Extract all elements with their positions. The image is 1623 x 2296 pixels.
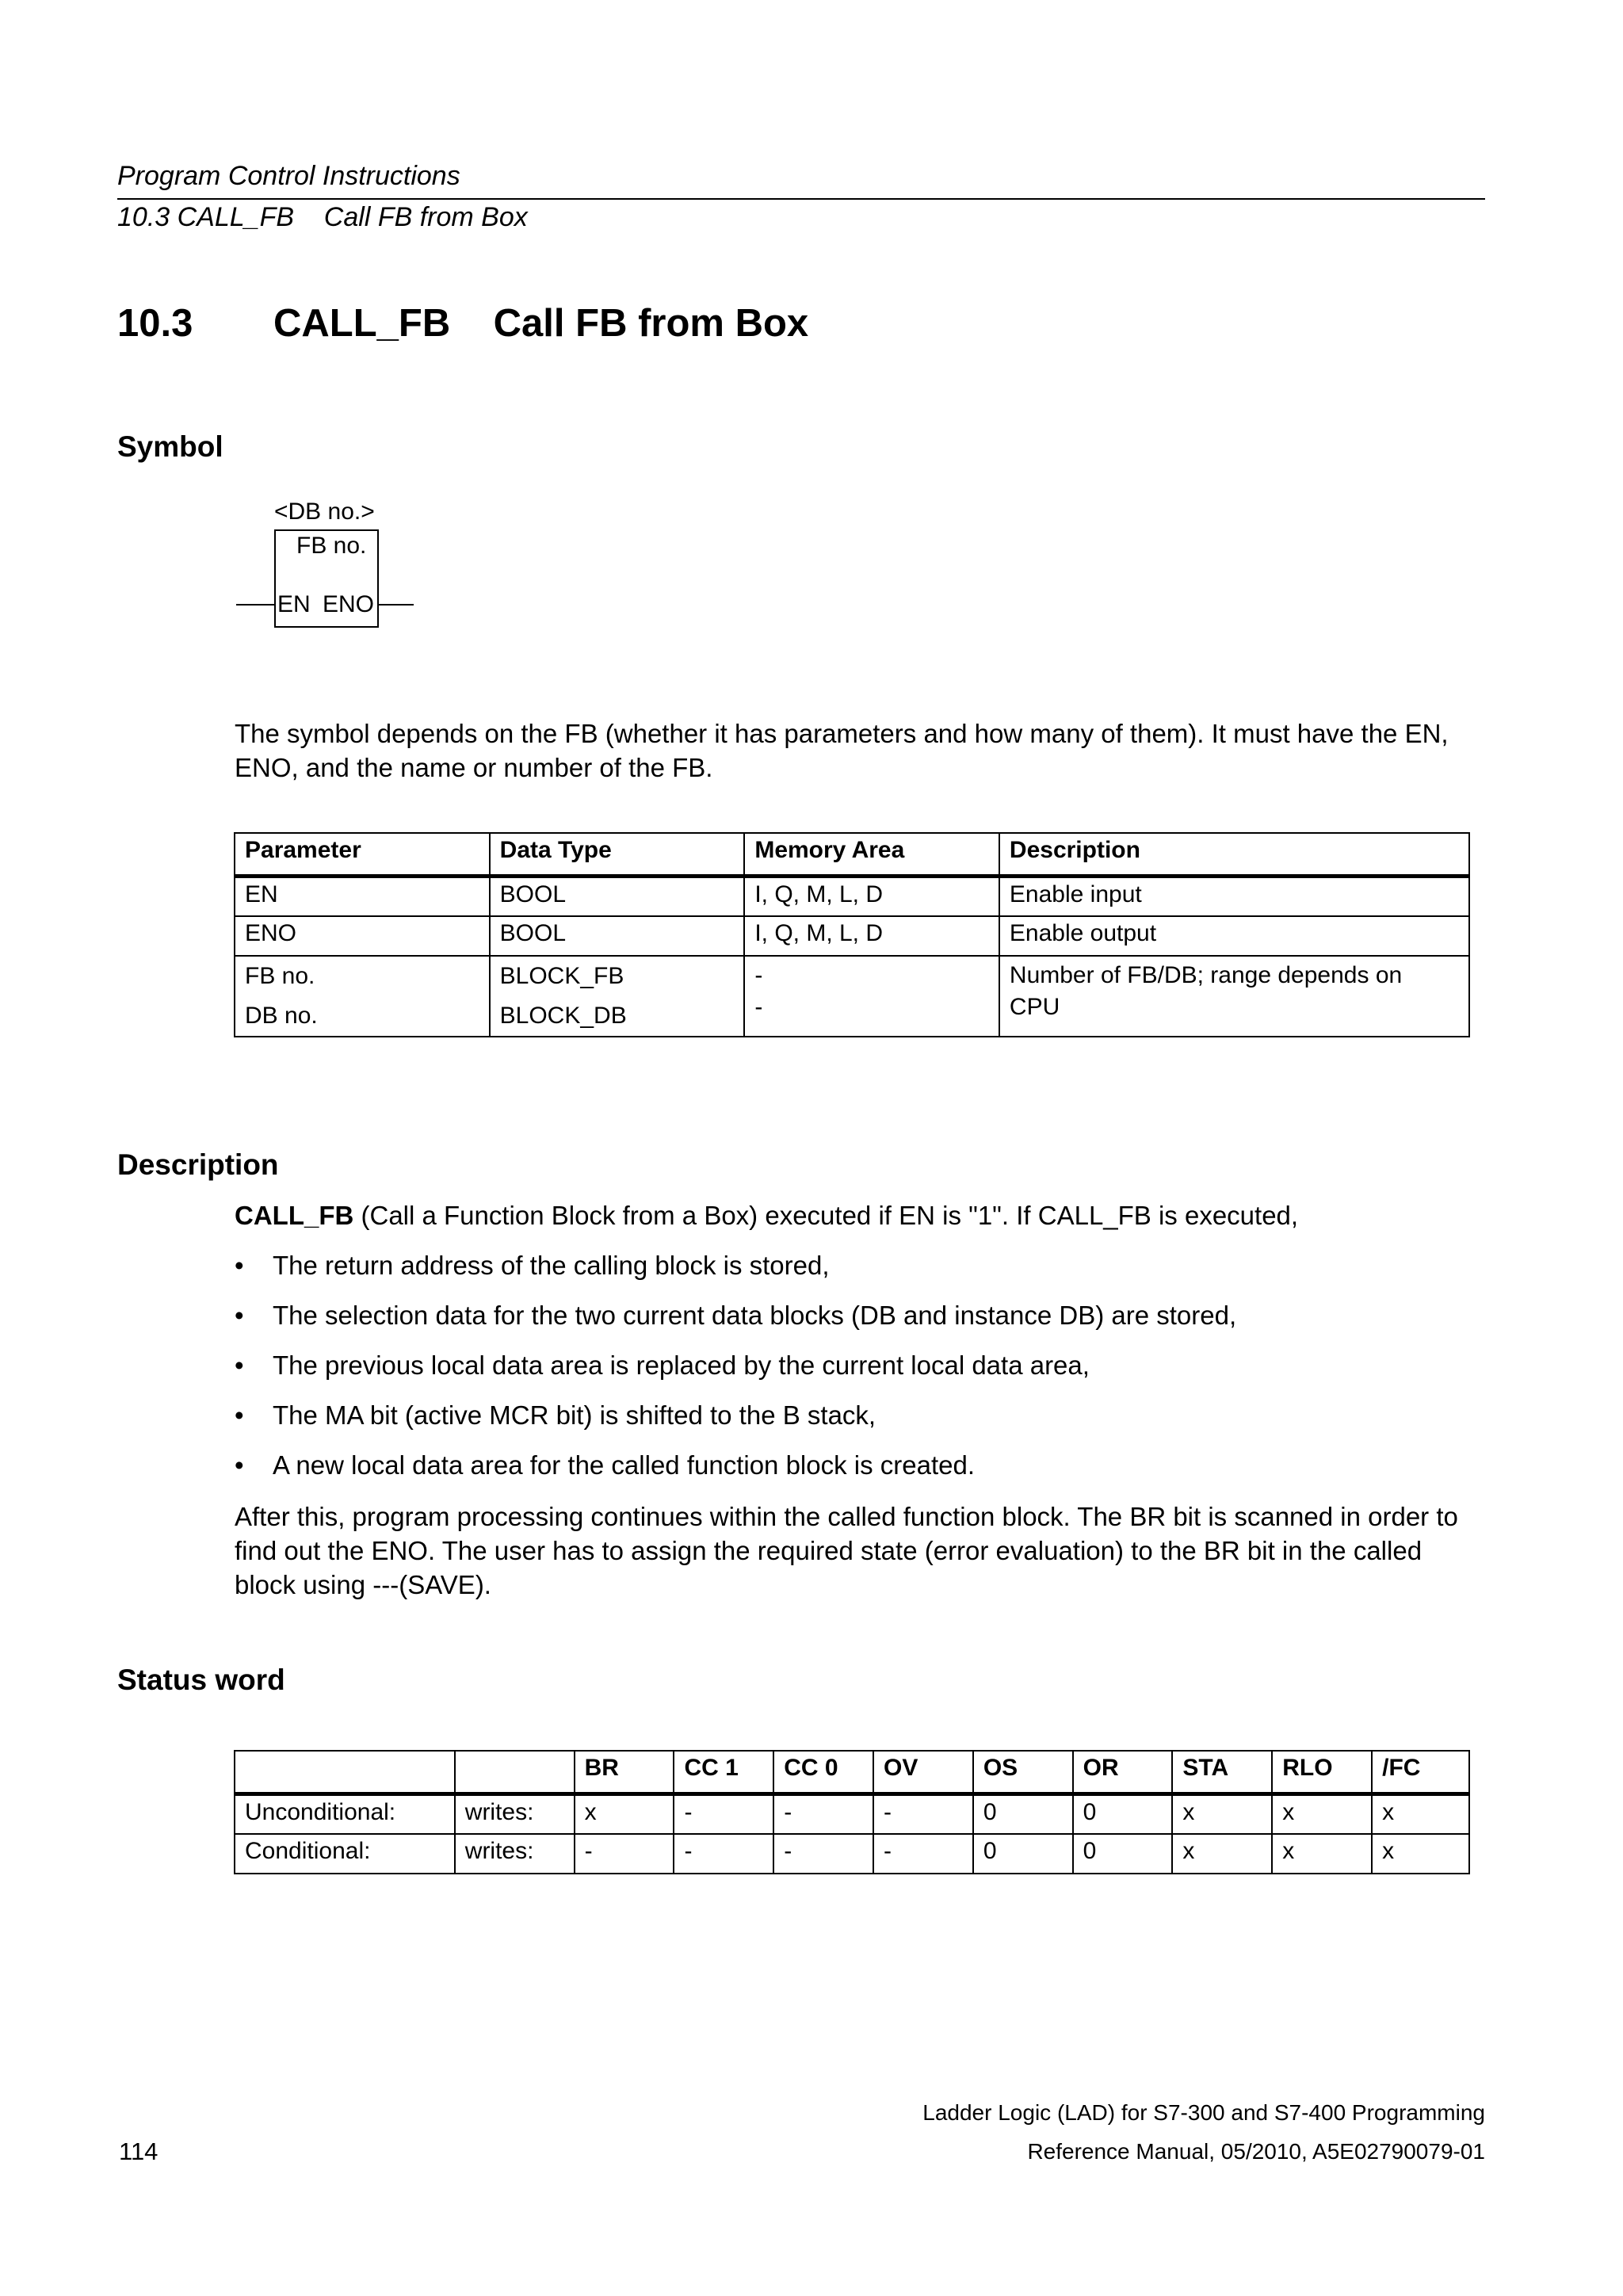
running-header-section: 10.3 CALL_FB Call FB from Box <box>117 202 528 232</box>
status-word-header <box>235 1751 1469 1794</box>
table-cell: 0 <box>1073 1794 1173 1834</box>
manual-title: Ladder Logic (LAD) for S7-300 and S7-400 Programming <box>922 2100 1485 2125</box>
description-intro <box>235 1198 1487 1232</box>
column-header <box>235 1751 455 1794</box>
column-header: /FC <box>1372 1751 1469 1794</box>
table-row <box>235 916 1469 956</box>
cell-line: DB no. <box>245 1003 318 1029</box>
column-header <box>455 1751 575 1794</box>
fb-number-label: FB no. <box>296 533 367 559</box>
description-heading: Description <box>117 1148 279 1181</box>
list-item: • The return address of the calling block is stored, <box>235 1248 1487 1298</box>
column-header: CC 1 <box>674 1751 773 1794</box>
db-number-label: <DB no.> <box>274 499 375 525</box>
table-cell: I, Q, M, L, D <box>744 916 999 956</box>
running-header-chapter: Program Control Instructions <box>117 161 460 191</box>
table-cell: x <box>1372 1834 1469 1874</box>
table-cell: - <box>773 1834 873 1874</box>
column-header: CC 0 <box>773 1751 873 1794</box>
list-item: • The MA bit (active MCR bit) is shifted to the B stack, <box>235 1398 1487 1448</box>
cell-line: BLOCK_FB <box>499 963 624 989</box>
column-header: OV <box>873 1751 973 1794</box>
table-cell: BOOL <box>490 916 745 956</box>
status-word-heading: Status word <box>117 1664 285 1696</box>
table-cell: writes: <box>455 1834 575 1874</box>
table-row <box>235 876 1469 916</box>
table-cell: 0 <box>973 1794 1073 1834</box>
column-header: Memory Area <box>744 833 999 876</box>
table-cell: Unconditional: <box>235 1794 455 1834</box>
parameter-table <box>234 832 1470 1037</box>
list-item: • The previous local data area is replaced by the current local data area, <box>235 1348 1487 1398</box>
table-cell: - <box>674 1794 773 1834</box>
cell-line: BLOCK_DB <box>499 1003 627 1029</box>
description-intro-text: (Call a Function Block from a Box) executed if EN is "1". If CALL_FB is executed, <box>353 1201 1299 1230</box>
table-cell: BOOL <box>490 876 745 916</box>
table-row <box>235 956 1469 1037</box>
table-cell <box>999 956 1469 1037</box>
column-header: Parameter <box>235 833 490 876</box>
cell-line: - <box>754 962 763 988</box>
column-header: STA <box>1172 1751 1272 1794</box>
table-cell: EN <box>235 876 490 916</box>
table-cell: - <box>575 1834 674 1874</box>
table-cell <box>490 956 745 1037</box>
symbol-heading: Symbol <box>117 430 223 463</box>
header-divider <box>117 198 1485 200</box>
column-header: OS <box>973 1751 1073 1794</box>
section-number: 10.3 <box>117 302 193 345</box>
table-cell: writes: <box>455 1794 575 1834</box>
page-number: 114 <box>119 2137 158 2165</box>
table-cell: - <box>873 1794 973 1834</box>
instruction-name: CALL_FB <box>235 1201 354 1230</box>
manual-reference: Reference Manual, 05/2010, A5E02790079-01 <box>1027 2139 1485 2164</box>
table-cell: 0 <box>973 1834 1073 1874</box>
symbol-caption: The symbol depends on the FB (whether it has parameters and how many of them). It must have the EN, ENO, and the name or number of the FB. <box>235 719 1449 782</box>
table-cell: x <box>575 1794 674 1834</box>
table-row <box>235 1794 1469 1834</box>
column-header: Data Type <box>490 833 745 876</box>
section-title: CALL_FB Call FB from Box <box>273 302 809 345</box>
status-word-table <box>234 1750 1470 1874</box>
table-cell: - <box>674 1834 773 1874</box>
en-wire <box>236 604 274 606</box>
table-cell: x <box>1272 1794 1372 1834</box>
table-cell: Conditional: <box>235 1834 455 1874</box>
table-row <box>235 1834 1469 1874</box>
description-bullet-list <box>235 1248 1487 1498</box>
eno-pin-label: ENO <box>323 591 375 617</box>
cell-line: FB no. <box>245 963 315 989</box>
cell-line: - <box>754 994 763 1020</box>
table-cell: ENO <box>235 916 490 956</box>
table-cell: x <box>1372 1794 1469 1834</box>
parameter-table-header <box>235 833 1469 876</box>
cell-line: CPU <box>1009 994 1060 1020</box>
list-item: • The selection data for the two current data blocks (DB and instance DB) are stored, <box>235 1298 1487 1348</box>
table-cell: Enable input <box>999 876 1469 916</box>
eno-wire <box>379 604 414 606</box>
table-cell: Enable output <box>999 916 1469 956</box>
column-header: RLO <box>1272 1751 1372 1794</box>
table-cell <box>235 956 490 1037</box>
table-cell: I, Q, M, L, D <box>744 876 999 916</box>
table-cell: x <box>1272 1834 1372 1874</box>
table-cell: x <box>1172 1834 1272 1874</box>
list-item: • A new local data area for the called function block is created. <box>235 1448 1487 1498</box>
table-cell: - <box>773 1794 873 1834</box>
column-header: BR <box>575 1751 674 1794</box>
table-cell: 0 <box>1073 1834 1173 1874</box>
table-cell <box>744 956 999 1037</box>
description-after-text: After this, program processing continues within the called function block. The BR bit is scanned in order to find out the ENO. The user has to assign the required state (error evaluation) to the BR bit in the called block using ---(SAVE). <box>235 1502 1458 1599</box>
cell-line: Number of FB/DB; range depends on <box>1009 962 1403 988</box>
table-cell: - <box>873 1834 973 1874</box>
en-pin-label: EN <box>277 591 311 617</box>
table-cell: x <box>1172 1794 1272 1834</box>
column-header: Description <box>999 833 1469 876</box>
column-header: OR <box>1073 1751 1173 1794</box>
